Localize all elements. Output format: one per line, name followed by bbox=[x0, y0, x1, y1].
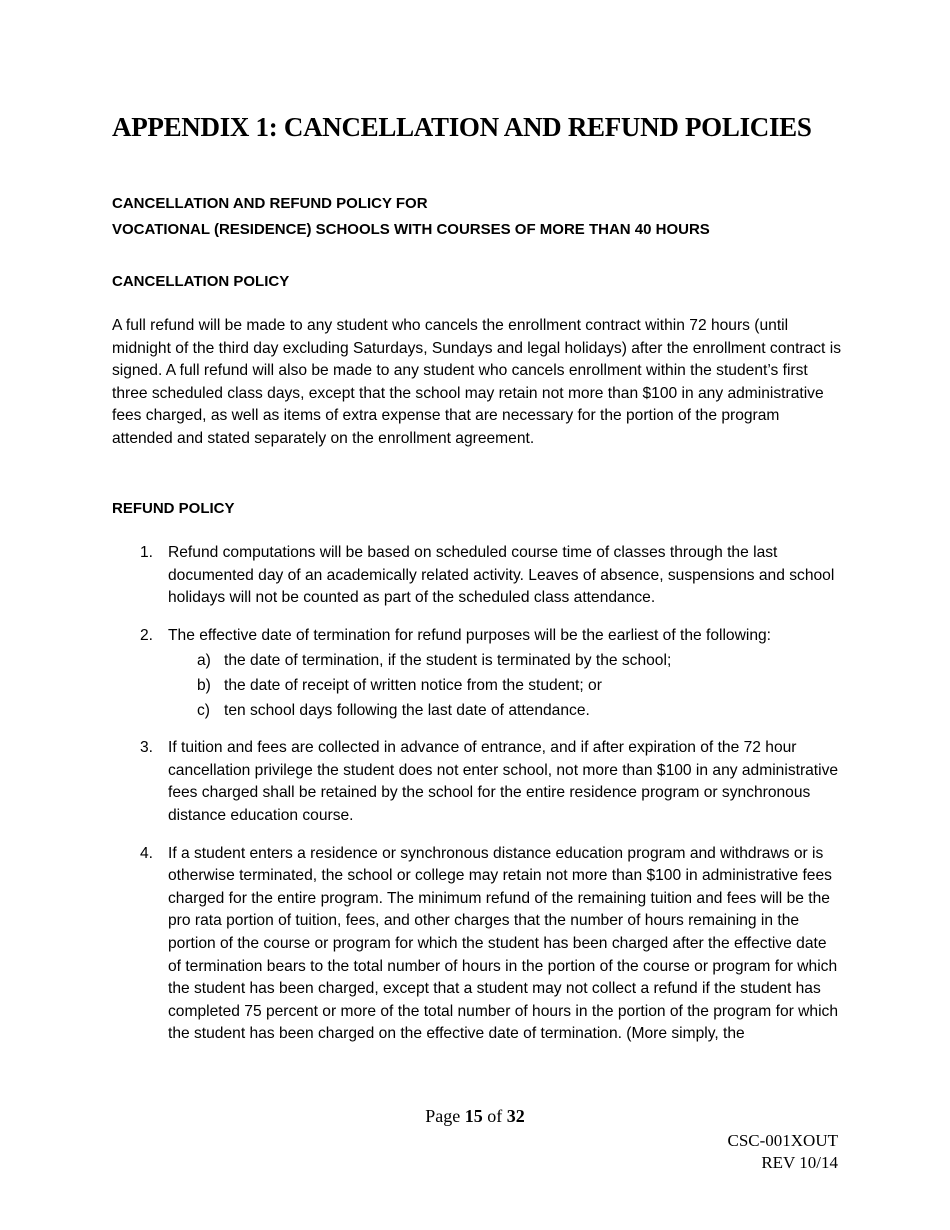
page-title: APPENDIX 1: CANCELLATION AND REFUND POLICIES bbox=[112, 112, 812, 142]
refund-item-number: 4. bbox=[140, 844, 154, 862]
subitem-text: the date of termination, if the student is terminated by the school; bbox=[224, 652, 672, 670]
refund-item-4 bbox=[112, 843, 842, 1046]
termination-date-sublist bbox=[168, 650, 842, 722]
subitem-text: the date of receipt of written notice from the student; or bbox=[224, 676, 602, 694]
page-total: 32 bbox=[506, 1106, 525, 1126]
refund-item-3 bbox=[112, 737, 842, 827]
termination-subitem-a bbox=[168, 650, 842, 673]
policy-heading-line-2: VOCATIONAL (RESIDENCE) SCHOOLS WITH COURSES OF MORE THAN 40 HOURS bbox=[112, 221, 710, 238]
refund-item-text: The effective date of termination for refund purposes will be the earliest of the following: bbox=[168, 626, 772, 644]
page-number bbox=[0, 1106, 950, 1127]
refund-policy-heading: REFUND POLICY bbox=[112, 500, 235, 517]
refund-item-number: 3. bbox=[140, 739, 154, 757]
refund-item-text: If tuition and fees are collected in advance of entrance, and if after expiration of the 72 hour cancellation privilege the student does not enter school, not more than $100 in any administrative fees charged shall be retained by the school for the entire residence program or synchronous distance education course. bbox=[168, 739, 839, 824]
cancellation-policy-text: A full refund will be made to any student who cancels the enrollment contract within 72 hours (until midnight of the third day excluding Saturdays, Sundays and legal holidays) after the enrollment contract is signed. A full refund will also be made to any student who cancels enrollment within the student’s first three scheduled class days, except that the school may retain not more than $100 in any administrative fees charged, as well as items of extra expense that are necessary for the portion of the program attended and stated separately on the enrollment agreement. bbox=[112, 317, 841, 447]
policy-heading-line-1: CANCELLATION AND REFUND POLICY FOR bbox=[112, 195, 428, 212]
page-word: Page bbox=[425, 1106, 461, 1126]
page-of: of bbox=[487, 1106, 503, 1126]
subitem-letter: b) bbox=[197, 676, 211, 694]
refund-item-1 bbox=[112, 542, 842, 610]
refund-item-number: 2. bbox=[140, 626, 154, 644]
refund-item-text: Refund computations will be based on scheduled course time of classes through the last documented day of an academically related activity. Leaves of absence, suspensions and school holidays will not be counted as part of the scheduled class attendance. bbox=[168, 544, 835, 607]
refund-policy-list bbox=[112, 542, 842, 1061]
cancellation-policy-heading: CANCELLATION POLICY bbox=[112, 273, 290, 290]
refund-item-text: If a student enters a residence or synchronous distance education program and withdraws or is otherwise terminated, the school or college may retain not more than $100 in administrative fees charged for the entire program. The minimum refund of the remaining tuition and fees will be the pro rata portion of tuition, fees, and other charges that the number of hours remaining in the portion of the course or program for which the student has been charged after the effective date of termination bears to the total number of hours in the portion of the course or program for which the student has been charged, except that a student may not collect a refund if the student has completed 75 percent or more of the total number of hours in the portion of the program for which the student has been charged on the effective date of termination. (More simply, the bbox=[168, 844, 839, 1043]
document-code: CSC-001XOUT bbox=[727, 1131, 838, 1150]
refund-item-2 bbox=[112, 625, 842, 722]
subitem-text: ten school days following the last date of attendance. bbox=[224, 701, 590, 719]
revision-label: REV 10/14 bbox=[761, 1153, 838, 1172]
subitem-letter: a) bbox=[197, 652, 211, 670]
subitem-letter: c) bbox=[197, 701, 210, 719]
page-current: 15 bbox=[464, 1106, 483, 1126]
document-code-block bbox=[727, 1130, 838, 1174]
refund-item-number: 1. bbox=[140, 544, 154, 561]
termination-subitem-b bbox=[168, 675, 842, 698]
termination-subitem-c bbox=[168, 700, 842, 723]
